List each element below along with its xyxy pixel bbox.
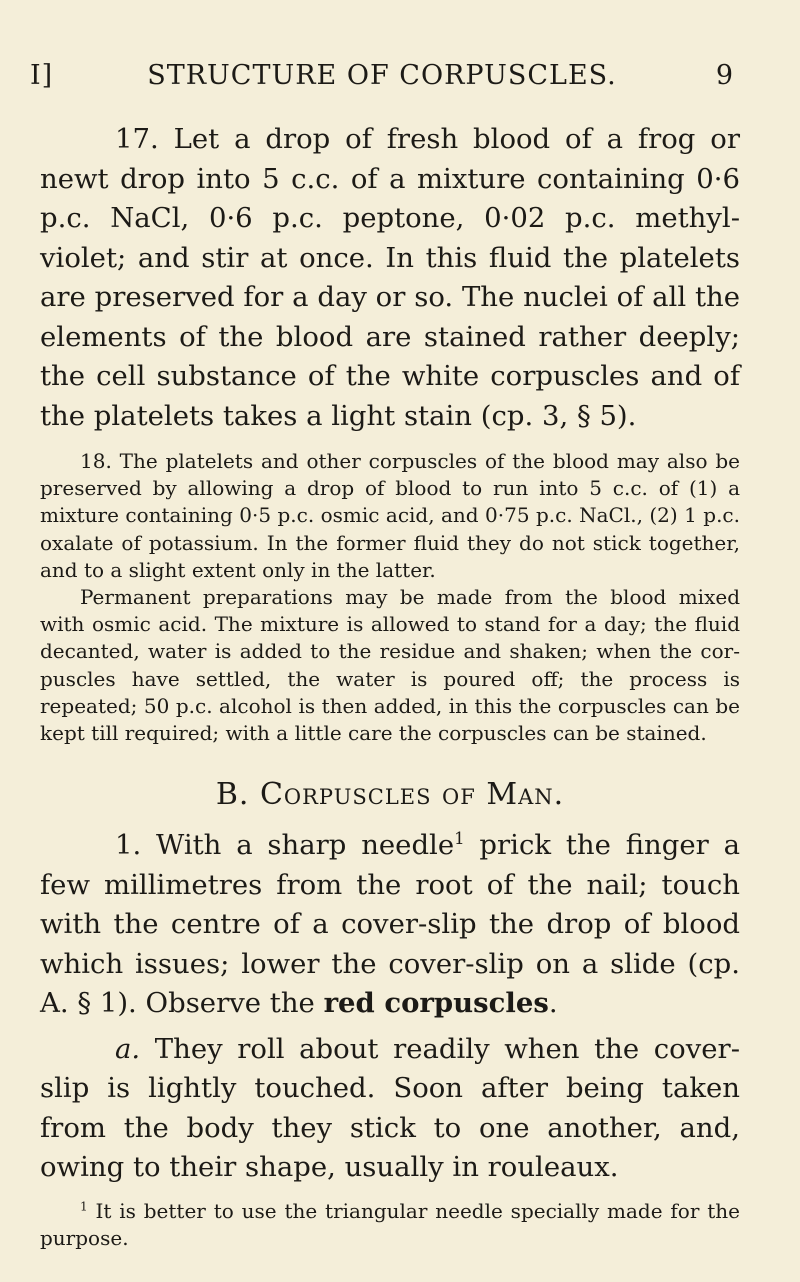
paragraph-a-label: a. bbox=[115, 1032, 141, 1065]
page-body bbox=[40, 120, 740, 1252]
chapter-marker: I] bbox=[30, 60, 54, 91]
paragraph-1 bbox=[40, 826, 740, 1024]
footnote-marker: 1 bbox=[80, 1199, 88, 1214]
footnote-text: It is better to use the triangular needle specially made for the purpose. bbox=[40, 1198, 740, 1250]
paragraph-17: 17. Let a drop of fresh blood of a frog or newt drop into 5 c.c. of a mixture containing 0·6 p.c. NaCl, 0·6 p.c. peptone, 0·02 p.c. methyl-violet; and stir at once. In this fluid the platelets are preserved for a day or so. The nuclei of all the elements of the blood are stained rather deeply; the cell substance of the white corpuscles and of the platelets takes a light stain (cp. 3, § 5). bbox=[40, 123, 740, 432]
red-corpuscles-term: red corpuscles bbox=[323, 987, 549, 1020]
paragraph-18: 18. The platelets and other corpuscles of the blood may also be preserved by allowing a drop of blood to run into 5 c.c. of (1) a mixture containing 0·5 p.c. osmic acid, and 0·75 p.c. NaCl., (2) 1 p.c. oxalate of potassium. In the former fluid they do not stick together, and to a slight extent only in the latter. bbox=[40, 449, 740, 582]
footnote-reference: 1 bbox=[454, 829, 465, 849]
paragraph-a-text: They roll about readily when the cover-slip is lightly touched. Soon after being taken from the body they stick to one another, and, owing to their shape, usually in rouleaux. bbox=[40, 1032, 740, 1184]
page-number: 9 bbox=[715, 60, 734, 91]
paragraph-a bbox=[40, 1030, 740, 1188]
paragraph-1-text-cont: prick the finger a few millimetres from the root of the nail; touch with the centre of a cover-slip the drop of blood which issues; lower the cover-slip on a slide (cp. A. § 1). Observe the bbox=[40, 829, 740, 1020]
paragraph-permanent-preparations: Permanent preparations may be made from the blood mixed with osmic acid. The mixture is allowed to stand for a day; the fluid decanted, water is added to the residue and shaken; when the corpuscles have settled, the water is poured off; the process is repeated; 50 p.c. alcohol is then added, in this the corpuscles can be kept till required; with a little care the corpuscles can be stained. bbox=[40, 585, 740, 746]
section-heading: B. Corpuscles of Man. bbox=[215, 777, 565, 813]
paragraph-1-text: 1. With a sharp needle bbox=[115, 829, 455, 862]
footnote bbox=[40, 1198, 740, 1252]
paragraph-1-end: . bbox=[548, 987, 558, 1020]
running-title: STRUCTURE OF CORPUSCLES. bbox=[147, 60, 617, 91]
running-header bbox=[30, 60, 734, 100]
